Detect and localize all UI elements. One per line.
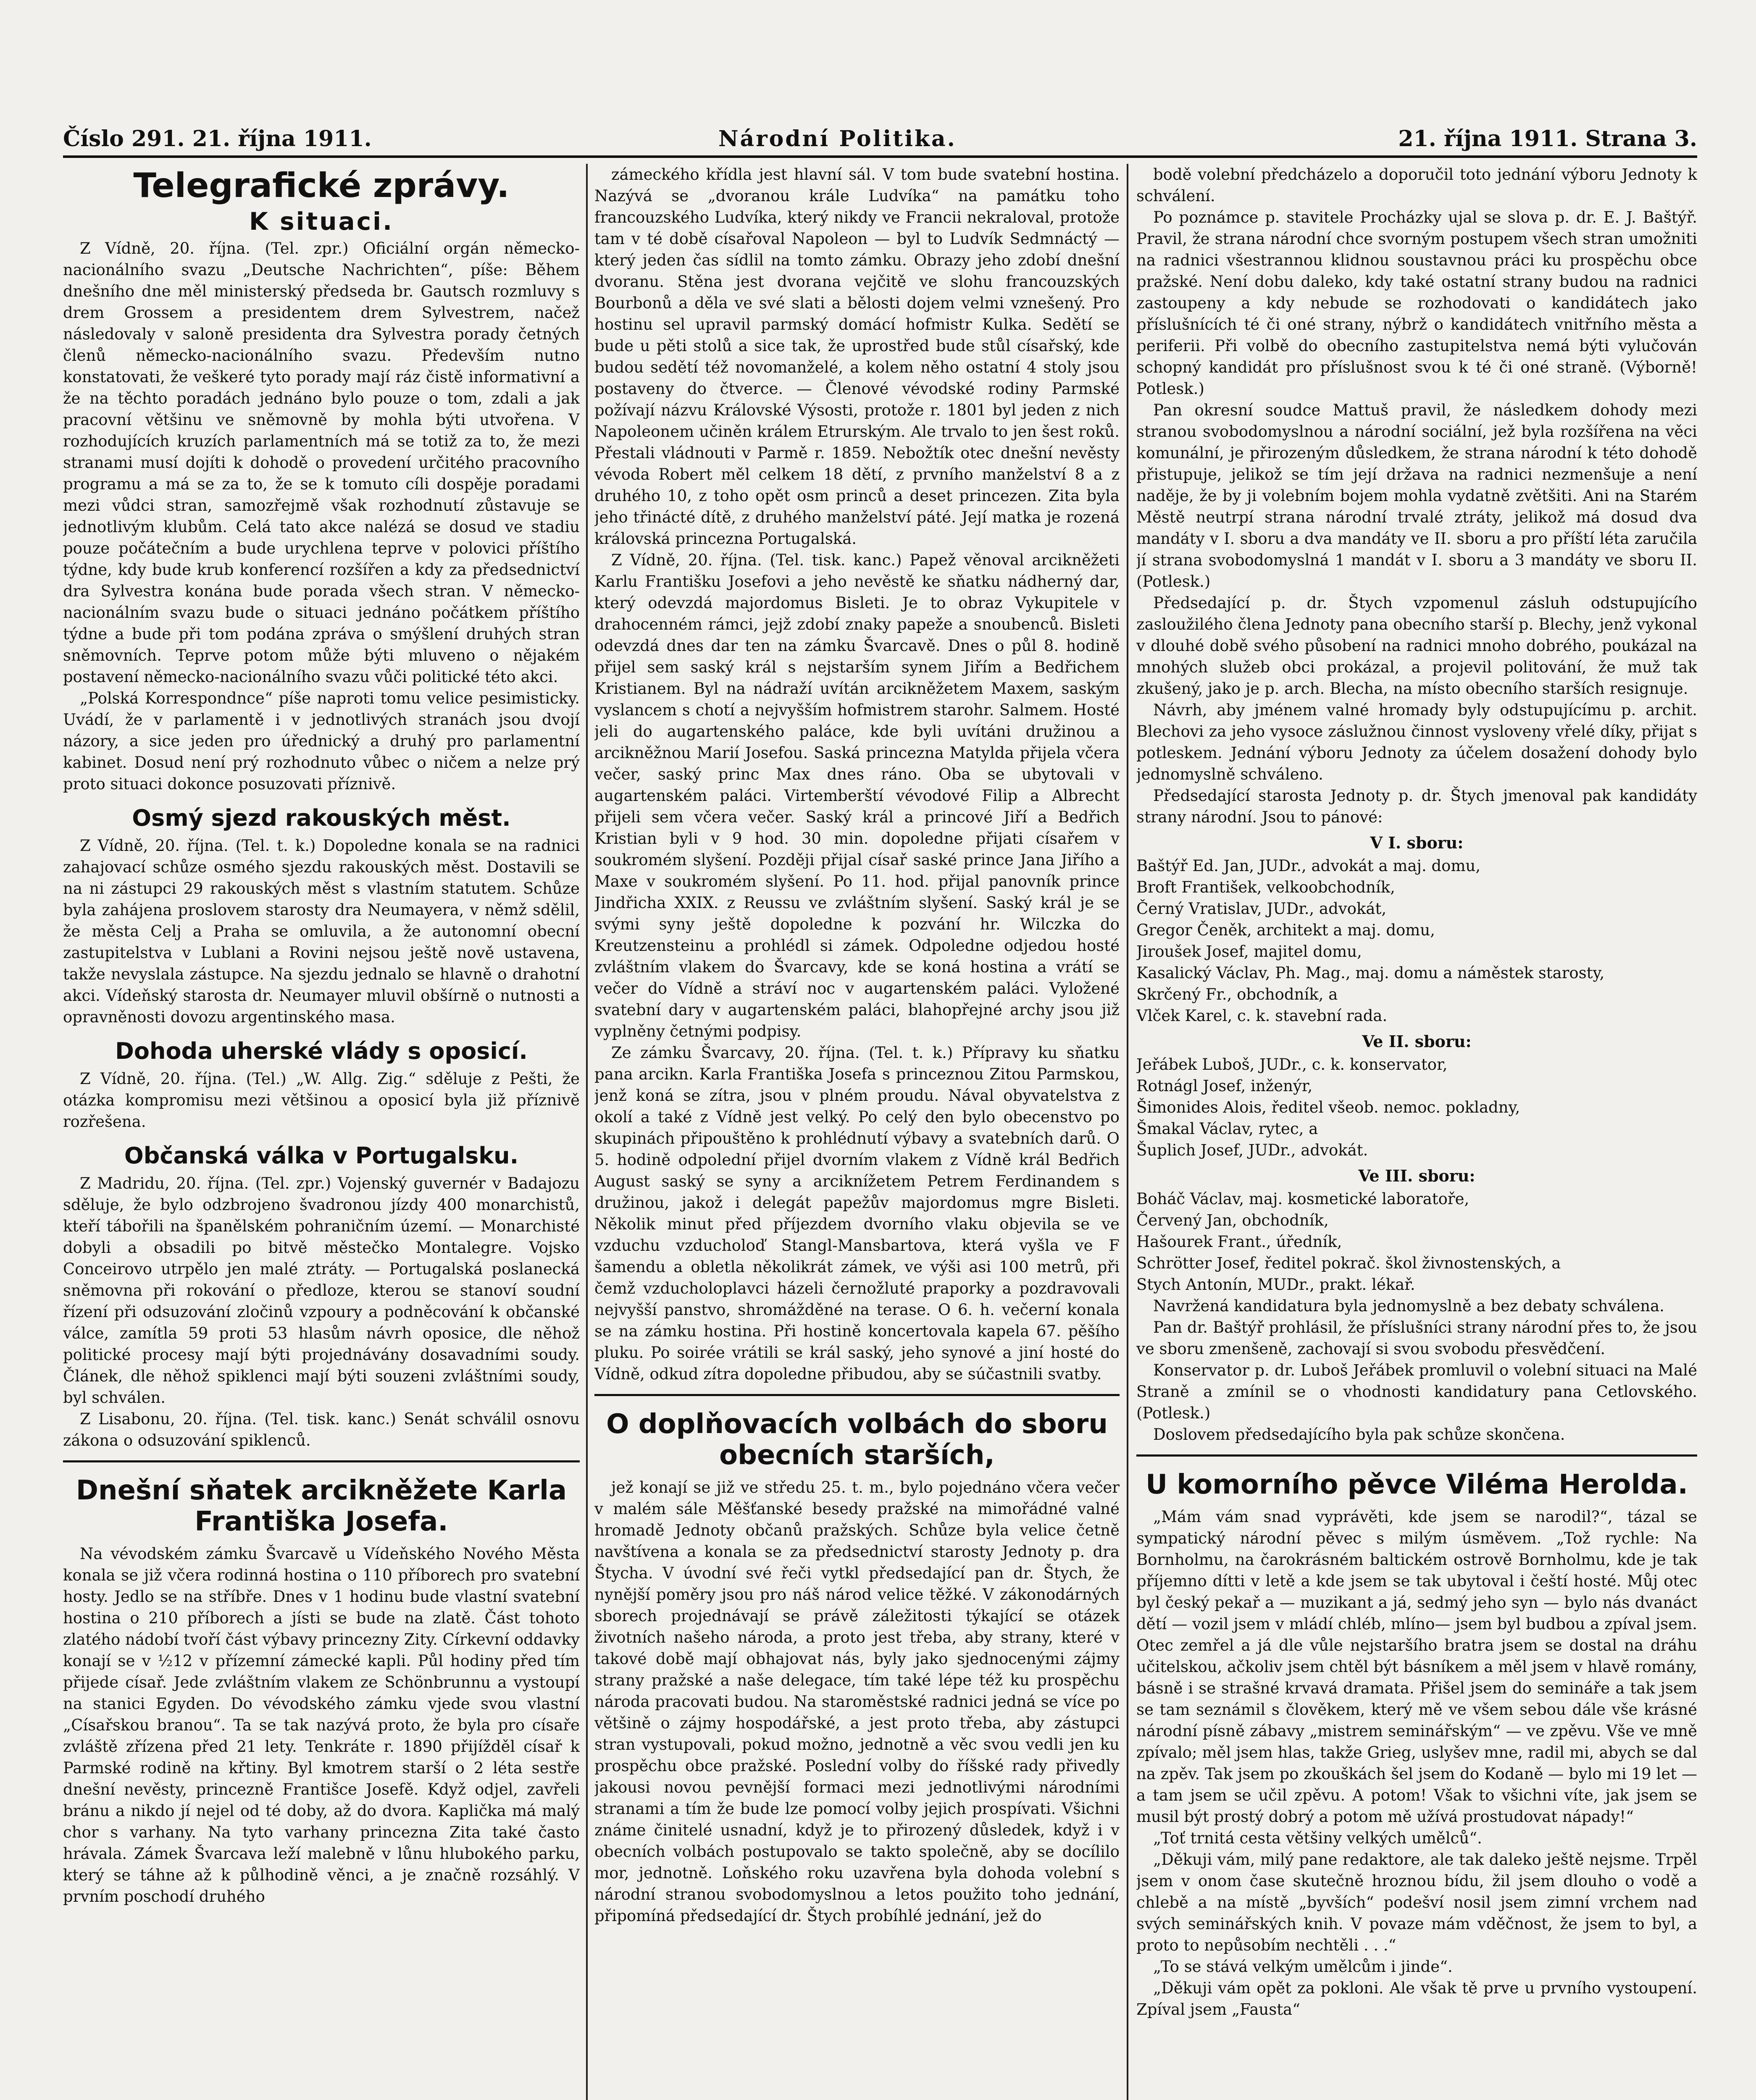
article-text: Předsedající starosta Jednoty p. dr. Štych jmenoval pak kandidáty strany národní. Jsou to pánové: xyxy=(1136,787,1697,826)
article-text: Konservator p. dr. Luboš Jeřábek promluvil o volební situaci na Malé Straně a zmínil se o vhodnosti kandidatury pana Cetlovského. (Potlesk.) xyxy=(1136,1361,1697,1422)
article-text: Z Vídně, 20. října. (Tel. tisk. kanc.) Papež věnoval arcikněžeti Karlu Františku Josefovi a jeho nevěstě ke sňatku nádherný dar, který odevzdá majordomus Bisleti. Je to obraz Vykupitele v drahocenném rámci, jejž zdobí znaky papeže a snoubenců. Bisleti odevzdá dnes dar ten na zámku Švarcavě. Dnes o půl 8. hodině přijel sem saský král s nejstarším synem Jiřím a Bedřichem Kristianem. Byl na nádraží uvítán arcikněžetem Maxem, saským vyslancem s chotí a nejvyšším hofmistrem starohr. Salmem. Hosté jeli do augartenského paláce, kde byli uvítáni družinou a arcikněžnou Marií Josefou. Saská princezna Matylda přijela včera večer, saský princ Max dnes ráno. Oba se ubytovali v augartenském paláci. Virtemberští vévodové Filip a Albrecht přijeli sem včera večer. Saský král a princové Jiří a Bedřich Kristian byli v 9 hod. 30 min. dopoledne přijati císařem v soukromém slyšení. Později přijal císař saské prince Jana Jiřího a Maxe v soukromém slyšení. Po 11. hod. přijal panovník prince Jindřicha XXIX. z Reussu ve zvláštním slyšení. Saský král je se svými syny ještě dopoledne k pozvání hr. Wilczka do Kreutzensteinu a prohlédl si zámek. Odpoledne odjedou hosté zvláštním vlakem do Švarcavy, kde se koná hostina a vrátí se večer do Vídně a stráví noc v augartenském paláci. Vyložené svatební dary v augartenském paláci, blahopřejné archy jsou již vyplněny četnými podpisy. xyxy=(594,551,1120,1040)
article-title: Občanská válka v Portugalsku. xyxy=(124,1142,519,1169)
article-title: Osmý sjezd rakouských měst. xyxy=(132,805,511,831)
article-text: Z Madridu, 20. října. (Tel. zpr.) Vojenský guvernér v Badajozu sděluje, že bylo odzbrojeno švadronou jízdy 400 monarchistů, kteří tábořili na španělském pohraničním území. — Monarchisté dobyli a obsadili po bitvě městečko Montalegre. Vojsko Conceirovo utrpělo jen malé ztráty. — Portugalská poslanecká sněmovna při rokování o předloze, kterou se stanoví soudní řízení při odsuzování zločinů vzpoury a podněcování k občanské válce, zamítla 59 proti 53 hlasům návrh oposice, dle něhož politické procesy mají býti projednávány dosavadními soudy. Článek, dle něhož spiklenci mají býti souzeni zvláštními soudy, byl schválen. xyxy=(63,1174,580,1407)
list-item: Kasalický Václav, Ph. Mag., maj. domu a náměstek starosty, xyxy=(1136,964,1605,982)
list-item: Skrčený Fr., obchodník, a xyxy=(1136,985,1338,1003)
list-item: Šimonides Alois, ředitel všeob. nemoc. pokladny, xyxy=(1136,1098,1520,1116)
article-title: Dnešní sňatek arcikněžete Karla Františka Josefa. xyxy=(76,1475,567,1537)
article-text: „Polská Korrespondnce“ píše naproti tomu velice pesimisticky. Uvádí, že v parlamentě i v jednotlivých stranách jsou dvojí názory, a sice jeden pro úřednický a druhý pro parlamentní kabinet. Dosud není prý rozhodnuto vůbec o ničem a nelze prý proto situaci dokonce posuzovati příznivě. xyxy=(63,689,580,793)
list-item: Schrötter Josef, ředitel pokrač. škol živnostenských, a xyxy=(1136,1254,1561,1272)
article-text: Ze zámku Švarcavy, 20. října. (Tel. t. k.) Přípravy ku sňatku pana arcikn. Karla Františka Josefa s princeznou Zitou Parmskou, jenž koná se zítra, jsou v plném proudu. Nával obyvatelstva z okolí a také z Vídně jest velký. Po celý den bylo obecenstvo po skupinách připouštěno k prohlédnutí výbavy a svatebních darů. O 5. hodině odpolední přijel dvorním vlakem z Vídně král Bedřich August saský se syny a arciknížetem Petrem Ferdinandem s družinou, jakož i delegát papežův majordomus mgre Bisleti. Několik minut před příjezdem dvorního vlaku objevila se ve vzduchu vzducholoď Stangl-Mansbartova, která vyšla ve F šamendu a obletla několikrát zámek, ve výši asi 100 metrů, při čemž vzducholoplavci házeli černožluté praporky a pozdravovali nejvyšší panstvo, shromážděné na terase. O 6. h. večerní konala se na zámku hostina. Při hostině koncertovala kapela 67. pěšího pluku. Po soirée vrátili se král saský, jeho synové a jiní hosté do Vídně, odkud zítra dopoledne přibudou, aby se súčastnili svatby. xyxy=(594,1044,1120,1383)
list-item: Červený Jan, obchodník, xyxy=(1136,1211,1329,1229)
list-heading: Ve III. sboru: xyxy=(1358,1166,1475,1185)
column-3 xyxy=(1136,164,1697,2100)
header-issue: Číslo 291. 21. října 1911. xyxy=(63,126,372,152)
article-text: „Děkuji vám, milý pane redaktore, ale tak daleko ještě nejsme. Trpěl jsem v onom čase skutečně hroznou bídu, žil jsem dlouho o vodě a chlebě a na místě „byvších“ podešví nosil jsem zimní vrchem nad svých seminářských knih. V povaze mám vděčnost, že jsem to byl, a proto to nepůsobím nechtěli . . .“ xyxy=(1136,1851,1697,1954)
list-heading: Ve II. sboru: xyxy=(1362,1032,1472,1051)
article-title: Dohoda uherské vlády s oposicí. xyxy=(115,1038,528,1064)
article-title: O doplňovacích volbách do sboru obecních starších, xyxy=(606,1409,1108,1471)
section-rule xyxy=(1136,1454,1697,1457)
article-text: Navržená kandidatura byla jednomyslně a bez debaty schválena. xyxy=(1153,1297,1664,1315)
list-item: Stych Antonín, MUDr., prakt. lékař. xyxy=(1136,1276,1415,1294)
list-item: Vlček Karel, c. k. stavební rada. xyxy=(1136,1007,1388,1025)
article-text: bodě volební předcházelo a doporučil toto jednání výboru Jednoty k schválení. xyxy=(1136,165,1697,205)
article-text: Doslovem předsedajícího byla pak schůze skončena. xyxy=(1153,1425,1565,1444)
article-text: „To se stává velkým umělcům i jinde“. xyxy=(1153,1958,1453,1976)
newspaper-page xyxy=(63,122,1697,2100)
list-item: Černý Vratislav, JUDr., advokát, xyxy=(1136,900,1387,918)
list-item: Rotnágl Josef, inženýr, xyxy=(1136,1077,1313,1095)
article-text: Na vévodském zámku Švarcavě u Vídeňského Nového Města konala se již včera rodinná hostina o 110 příborech pro svatební hosty. Jedlo se na stříbře. Dnes v 1 hodinu bude vlastní svatební hostina o 210 příborech a jísti se bude na zlatě. Část tohoto zlatého nádobí tvoří část výbavy princezny Zity. Církevní oddavky konají se v ½12 v přízemní zámecké kapli. Půl hodiny před tím přijede císař. Jede zvláštním vlakem ze Schönbrunnu a vystoupí na stanici Egyden. Do vévodského zámku vjede svou vlastní „Císařskou branou“. Ta se tak nazývá proto, že byla pro císaře zvláště zřízena před 21 lety. Tenkráte r. 1890 přijížděl císař k Parmské rodině na křtiny. Byl kmotrem starší o 2 léta sestře dnešní nevěsty, princezně Františce Josefě. Když odjel, zavřeli bránu a nikdo jí nejel od té doby, až do dvora. Kaplička má malý chor s varhany. Na tyto varhany princezna Zita také často hrávala. Zámek Švarcava leží malebně v lůnu hlubokého parku, který se táhne až k půlhodině věnci, a je značně rozsáhlý. V prvním poschodí druhého xyxy=(63,1545,580,1906)
article-text: jež konají se již ve středu 25. t. m., bylo pojednáno včera večer v malém sále Měšťanské besedy pražské na mimořádné valné hromadě Jednoty občanů pražských. Schůze byla velice četně navštívena a konala se za předsednictví starosty Jednoty p. dra Štycha. V úvodní své řeči vytkl předsedající pan dr. Štych, že nynější poměry jsou pro náš národ velice těžké. V zákonodárných sborech projednávají se právě záležitosti týkající se otázek životních našeho národa, a proto jest třeba, aby strany, které v takové době mají obhajovat nás, byly jako sjednocenými zájmy strany pražské a naše delegace, tím také lépe též ku prospěchu národa pracovati budou. Na staroměstské radnici jedná se více po většině o zájmy hospodářské, a jest proto třeba, aby zástupci stran vystupovali, pokud možno, jednotně a věc svou vedli jen ku prospěchu obce pražské. Poslední volby do říšské rady přivedly jakousi novou pevnější formaci mezi jednotlivými národními stranami a tím že bude lze pomocí volby jejich prospívati. Všichni známe činitelé usnadní, když je to přirozený důsledek, když i v obecních volbách postupovalo se takto společně, aby se docílilo mor, jednotně. Loňského roku uzavřena byla dohoda volební s národní stranou svobodomyslnou a letos použito toho jednání, připomíná předsedající dr. Štych probíhlé jednání, jež do xyxy=(594,1478,1120,1925)
column-divider xyxy=(586,164,588,2100)
column-1 xyxy=(63,164,580,2100)
article-text: Předsedající p. dr. Štych vzpomenul zásluh odstupujícího zasloužilého člena Jednoty pana obecního starší p. Blechy, jenž vykonal v dlouhé době svého působení na radnici mnoho dobrého, poukázal na mnohých služeb obci prokázal, a projevil politování, že muž tak zkušený, jako je p. arch. Blecha, na místo obecního starších resignuje. xyxy=(1136,594,1697,698)
list-item: Boháč Václav, maj. kosmetické laboratoře, xyxy=(1136,1190,1469,1208)
list-item: Gregor Čeněk, architekt a maj. domu, xyxy=(1136,921,1435,939)
article-text: Z Vídně, 20. října. (Tel.) „W. Allg. Zig.“ sděluje z Pešti, že otázka kompromisu mezi většinou a oposicí byla již příznivě rozřešena. xyxy=(63,1070,580,1131)
list-heading: V I. sboru: xyxy=(1370,833,1464,852)
article-text: Pan okresní soudce Mattuš pravil, že následkem dohody mezi stranou svobodomyslnou a národní sociální, jež byla rozšířena na věci komunální, je přirozeným důsledkem, že strana národní k této dohodě přistupuje, jelikož se tím její država na radnici nezmenšuje a není naděje, že by ji volebním bojem mohla vydatně zvětšiti. Ani na Starém Městě neutrpí strana národní trvalé ztráty, jelikož má dosud dva mandáty v I. sboru a dva mandáty ve II. sboru a pro příští léta zaručila jí strana svobodomyslná 1 mandát v I. sboru a 3 mandáty ve sboru II. (Potlesk.) xyxy=(1136,401,1697,591)
article-title: K situaci. xyxy=(249,207,394,236)
list-item: Baštýř Ed. Jan, JUDr., advokát a maj. domu, xyxy=(1136,857,1481,875)
list-item: Jiroušek Josef, majitel domu, xyxy=(1136,942,1362,961)
section-rule xyxy=(594,1394,1120,1396)
article-text: Z Vídně, 20. října. (Tel. zpr.) Oficiální orgán německo-nacionálního svazu „Deutsche Nachrichten“, píše: Během dnešního dne měl ministerský předseda br. Gautsch rozmluvy s drem Grossem a presidentem drem Sylvestrem, načež následovaly v saloně presidenta dra Sylvestra porady četných členů německo-nacionálního svazu. Především nutno konstatovati, že veškeré tyto porady mají ráz čistě informativní a že na těchto poradách jednáno bylo pouze o tom, zdali a jak pracovní většinu ve sněmovně by mohla býti utvořena. V rozhodujících kruzích parlamentních má se totiž za to, že mezi stranami musí dojíti k dohodě o provedení určitého pracovního programu a má se za to, že se k tomuto cíli dospěje poradami mezi vůdci stran, samozřejmě však rozhodnutí zůstavuje se jednotlivým klubům. Celá tato akce nalézá se dosud ve stadiu pouze počátečním a bude urychlena teprve v polovici příštího týdne, kdy bude krub konferencí rozšířen a kdy za předsednictví dra Sylvestra konána bude porada všech stran. V německo-nacionálním svazu bude o situaci jednáno počátkem příštího týdne a bude při tom podána zpráva o smýšlení druhých stran sněmovních. Teprve potom může býti mluveno o nějakém postavení německo-nacionálního svazu vůči politické této akci. xyxy=(63,239,580,686)
article-text: Pan dr. Baštýř prohlásil, že příslušníci strany národní přes to, že jsou ve sboru zmenšeně, zachovají si svou svobodu přesvědčení. xyxy=(1136,1318,1697,1358)
list-item: Šuplich Josef, JUDr., advokát. xyxy=(1136,1141,1368,1159)
list-item: Hašourek Frant., úředník, xyxy=(1136,1233,1342,1251)
section-title: Telegrafické zprávy. xyxy=(133,166,510,205)
page-header xyxy=(63,122,1697,158)
list-item: Jeřábek Luboš, JUDr., c. k. konservator, xyxy=(1136,1055,1448,1074)
article-text: „Děkuji vám opět za pokloni. Ale však tě prve u prvního vystoupení. Zpíval jsem „Fausta“ xyxy=(1136,1979,1697,2019)
column-divider xyxy=(1127,164,1128,2100)
article-text: zámeckého křídla jest hlavní sál. V tom bude svatební hostina. Nazývá se „dvoranou krále Ludvíka“ na památku toho francouzského Ludvíka, který nikdy ve Francii nekraloval, protože tam v té době císařoval Napoleon — byl to Ludvík Sedmnáctý — který jeden čas sídlil na tomto zámku. Obrazy jeho zdobí dnešní dvoranu. Stěna jest dvorana vejčitě ve slohu francouzských Bourbonů a děla ve své slati a bělosti dojem velmi vznešený. Pro hostinu sel upravil parmský domácí hofmistr Kulka. Sedětí se bude u pěti stolů a sice tak, že uprostřed bude stůl císařský, kde budou sedětí též novomanželé, a kolem něho ostatní 4 stoly jsou postaveny do čtverce. — Členové vévodské rodiny Parmské požívají názvu Královské Výsosti, protože r. 1801 byl jeden z nich Napoleonem učiněn králem Etrurským. Ale trvalo to jen šest roků. Přestali vládnouti v Parmě r. 1859. Nebožtík otec dnešní nevěsty vévoda Robert měl celkem 18 dětí, z prvního manželství 8 a z druhého 10, z toho opět osm princů a deset princezen. Zita byla jeho třinácté dítě, z druhého manželství páté. Její matka je rozená královská princezna Portugalská. xyxy=(594,165,1120,548)
list-item: Šmakal Václav, rytec, a xyxy=(1136,1120,1318,1138)
article-text: Z Lisabonu, 20. října. (Tel. tisk. kanc.) Senát schválil osnovu zákona o odsuzování spiklenců. xyxy=(63,1410,580,1449)
column-2 xyxy=(594,164,1120,2100)
article-text: Po poznámce p. stavitele Procházky ujal se slova p. dr. E. J. Baštýř. Pravil, že strana národní chce svorným postupem všech stran umožniti na radnici všestrannou klidnou soustavnou práci ku prospěchu obce pražské. Není dobu daleko, kdy také ostatní strany budou na radnici zastoupeny a kdy nebude se rozhodovati o kandidátech jako příslušnících té či oné strany, nýbrž o kandidátech vnitřního města a periferii. Při volbě do obecního zastupitelstva nemá býti vylučován schopný kandidát pro příslušnost svou k té či oné straně. (Výborně! Potlesk.) xyxy=(1136,208,1697,398)
article-text: „Toť trnitá cesta většiny velkých umělců“. xyxy=(1153,1829,1482,1847)
list-item: Broft František, velkoobchodník, xyxy=(1136,878,1395,896)
article-text: Z Vídně, 20. října. (Tel. t. k.) Dopoledne konala se na radnici zahajovací schůze osmého sjezdu rakouských měst. Dostavili se na ni zástupci 29 rakouských měst s vlastním statutem. Schůze byla zahájena proslovem starosty dra Neumayera, v němž sdělil, že města Celj a Praha se omluvila, a že autonomní obecní zastupitelstva v Lublani a Rovini nejsou ještě nově ustavena, takže nevyslala zástupce. Na sjezdu jednalo se hlavně o drahotní akci. Vídeňský starosta dr. Neumayer mluvil obšírně o nutnosti a opravněnosti dovozu argentinského masa. xyxy=(63,837,580,1026)
masthead-title: Národní Politika. xyxy=(718,126,957,152)
article-title: U komorního pěvce Viléma Herolda. xyxy=(1146,1469,1688,1500)
article-text: „Mám vám snad vyprávěti, kde jsem se narodil?“, tázal se sympatický národní pěvec s milým úsměvem. „Tož rychle: Na Bornholmu, na čarokrásném baltickém ostrově Bornholmu, kde je tak příjemno dítti v letě a kde jsem se tak ubytoval i čeští hosté. Můj otec byl český pekař a — muzikant a já, sedmý jeho syn — bylo nás dvanáct dětí — vozil jsem v mládí chléb, mlíno— jsem byl budbou a zpíval jsem. Otec zemřel a já dle vůle nejstaršího bratra jsem se dostal na dráhu učitelskou, ačkoliv jsem chtěl být básníkem a měl jsem v hlavě romány, básně i se strašné krvavá dramata. Přišel jsem do semináře a tak jsem se tam seznámil s člověkem, který mě ve všem sebou dále vše krásné národní písně zábavy „mistrem seminářským“ — ve zpěvu. Vše ve mně zpívalo; měl jsem hlas, takže Grieg, uslyšev mne, radil mi, abych se dal na zpěv. Tak jsem po zkouškách šel jsem do Kodaně — bylo mi 19 let — a tam jsem se učil zpěvu. A potom! Však to všichni víte, jak jsem se musil být prostý dobrý a potom mě užívá prostudovat nápady!“ xyxy=(1136,1508,1697,1826)
article-text: Návrh, aby jménem valné hromady byly odstupujícímu p. archit. Blechovi za jeho vysoce záslužnou činnost vysloveny vřelé díky, přijat s potleskem. Jednání výboru Jednoty za účelem dosažení dohody bylo jednomyslně schváleno. xyxy=(1136,701,1697,783)
header-date-page: 21. října 1911. Strana 3. xyxy=(1398,126,1697,152)
section-rule xyxy=(63,1460,580,1462)
